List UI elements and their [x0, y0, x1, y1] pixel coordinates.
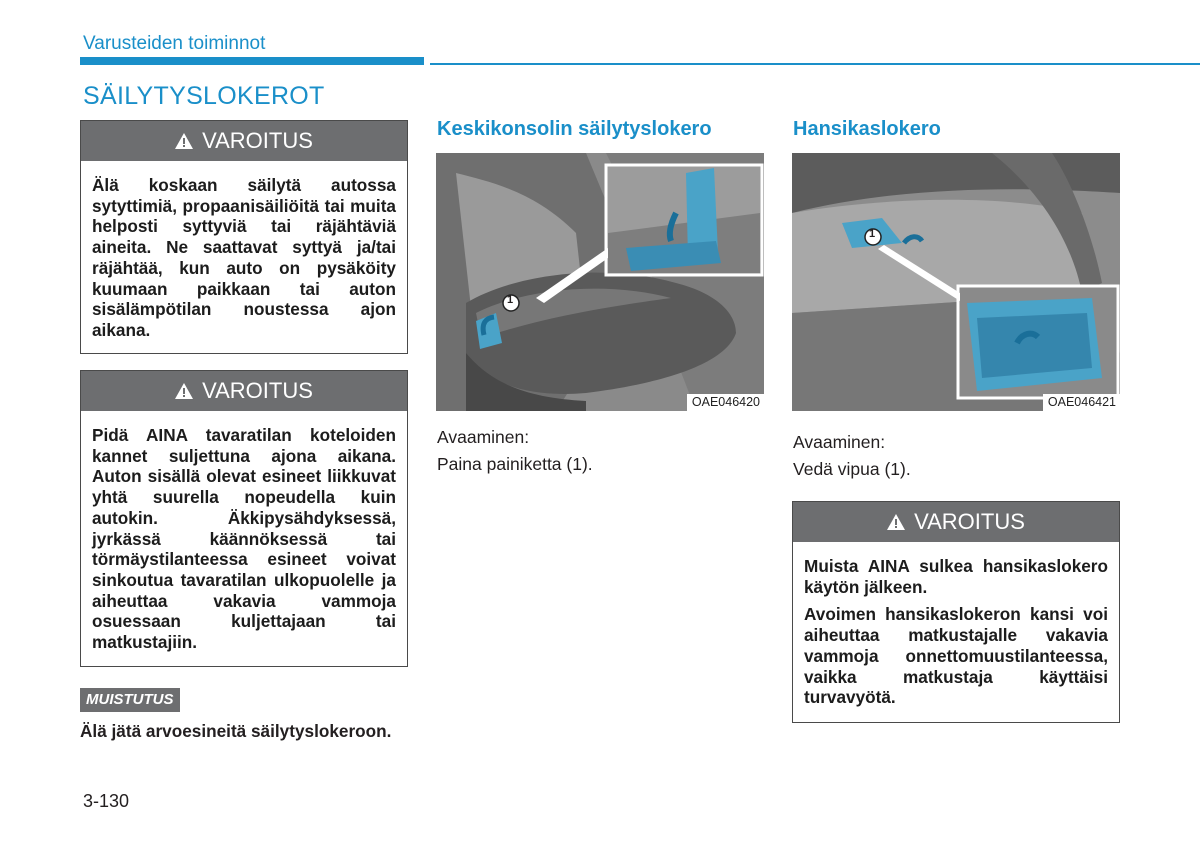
warning-header: [81, 371, 407, 411]
warning-text: [81, 161, 407, 341]
figure-code: OAE046420: [687, 394, 764, 411]
figure-code: OAE046421: [1043, 394, 1120, 411]
note-text: Älä jätä arvoesineitä säilytyslokeroon.: [80, 721, 392, 741]
warning-paragraph: Älä koskaan säilytä autossa sytyttimiä, propaanisäiliöitä tai muita helposti syttyviä tai räjähtäviä aineita. Ne saattavat syttyä ja/tai räjähtää, kun auto on pysäköity kuumaan paikkaan tai auton sisälämpötilan noustessa ajon aikana.: [92, 175, 396, 340]
dashboard-illustration: [792, 153, 1120, 411]
glovebox-illustration: [792, 153, 1120, 411]
warning-text: [81, 411, 407, 653]
center-console-heading: Keskikonsolin säilytyslokero: [437, 118, 712, 140]
section-header: Varusteiden toiminnot: [83, 33, 266, 54]
warning-triangle-icon: [175, 383, 193, 399]
warning-header: [81, 121, 407, 161]
warning-paragraph: Muista AINA sulkea hansikaslokero käytön jälkeen.: [804, 556, 1108, 597]
armrest-illustration: [436, 153, 764, 411]
warning-box-glovebox: [792, 501, 1120, 723]
warning-label: VAROITUS: [202, 128, 313, 153]
center-console-caption-2: Paina painiketta (1).: [437, 454, 593, 474]
warning-triangle-icon: [887, 514, 905, 530]
warning-paragraph: Avoimen hansikaslokeron kansi voi aiheuttaa matkustajalle vakavia vammoja onnettomuustilanteessa, vaikka matkustaja käyttäisi turvavyötä.: [804, 604, 1108, 708]
callout-1: 1: [507, 294, 514, 306]
warning-label: VAROITUS: [202, 378, 313, 403]
header-rule-thin: [430, 63, 1200, 65]
glovebox-caption-1: Avaaminen:: [793, 432, 886, 452]
glovebox-caption-2: Vedä vipua (1).: [793, 459, 911, 479]
warning-header: [793, 502, 1119, 542]
warning-text: [793, 542, 1119, 708]
note-label: MUISTUTUS: [80, 688, 180, 712]
warning-paragraph: Pidä AINA tavaratilan koteloiden kannet suljettuna ajona aikana. Auton sisällä olevat esineet liikkuvat yhtä suurella nopeudella kuin autokin. Äkkipysähdyksessä, jyrkässä käännöksessä tai törmäystilanteessa esineet voivat sinkoutua tavaratilan ulkopuolelle ja aiheuttaa vakavia vammoja osuessaan kuljettajaan tai matkustajiin.: [92, 425, 396, 653]
warning-box-flammables: [80, 120, 408, 354]
page-number: 3-130: [83, 791, 130, 811]
center-console-caption-1: Avaaminen:: [437, 427, 530, 447]
page-title: SÄILYTYSLOKEROT: [83, 82, 325, 110]
header-rule-bold: [80, 57, 424, 65]
callout-1: 1: [869, 228, 876, 240]
glovebox-heading: Hansikaslokero: [793, 118, 941, 140]
warning-triangle-icon: [175, 133, 193, 149]
warning-box-storage-lids: [80, 370, 408, 667]
center-console-illustration: [436, 153, 764, 411]
warning-label: VAROITUS: [914, 509, 1025, 534]
